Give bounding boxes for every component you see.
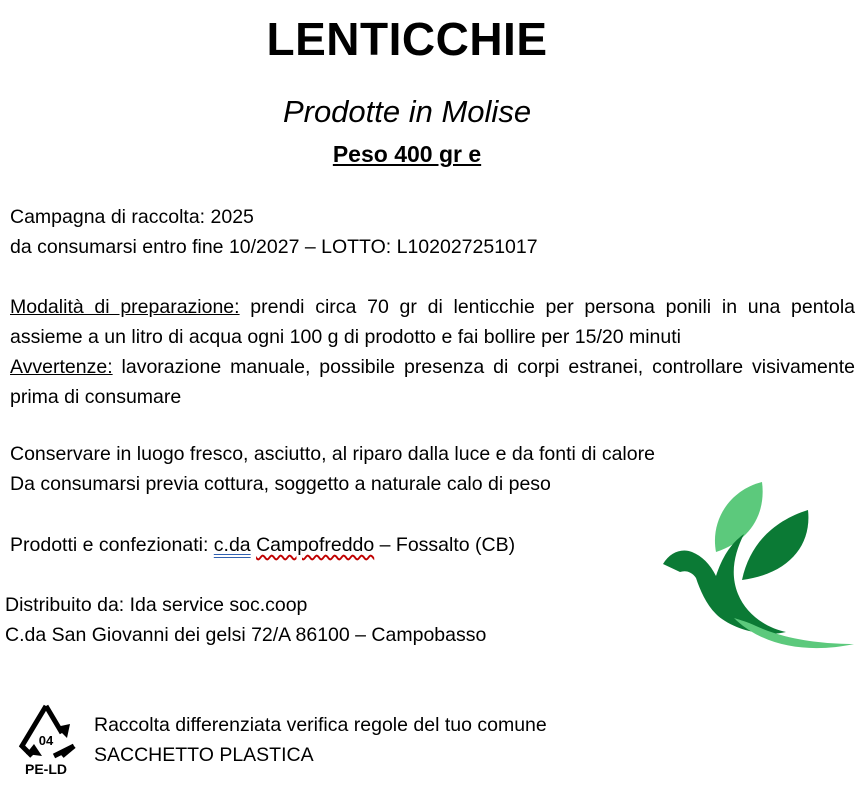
distributor-name: Distribuito da: Ida service soc.coop bbox=[5, 594, 308, 616]
weight-text: Peso 400 gr e bbox=[332, 141, 482, 167]
recycling-triangle-icon bbox=[12, 702, 80, 778]
storage-instructions: Conservare in luogo fresco, asciutto, al riparo dalla luce e da fonti di calore bbox=[10, 443, 655, 465]
weight-line bbox=[0, 141, 814, 168]
producer-cda: c.da bbox=[213, 534, 251, 556]
preparation-text: prendi circa 70 gr di lenticchie per persona ponili in una pentola assieme a un litro di acqua ogni 100 g di prodotto e fai bollire per 15/20 minuti bbox=[10, 296, 855, 348]
distributor-address: C.da San Giovanni dei gelsi 72/A 86100 – Campobasso bbox=[5, 624, 487, 646]
product-title: LENTICCHIE bbox=[266, 13, 548, 65]
preparation-paragraph bbox=[10, 292, 855, 352]
cooking-note: Da consumarsi previa cottura, soggetto a naturale calo di peso bbox=[10, 473, 551, 495]
warnings-paragraph bbox=[10, 352, 855, 412]
warnings-text: lavorazione manuale, possibile presenza di corpi estranei, controllare visivamente prima di consumare bbox=[10, 356, 855, 408]
warnings-label: Avvertenze: bbox=[10, 356, 113, 378]
harvest-campaign: Campagna di raccolta: 2025 bbox=[10, 206, 254, 228]
packaging-type: SACCHETTO PLASTICA bbox=[94, 744, 314, 766]
recycling-instructions: Raccolta differenziata verifica regole del tuo comune bbox=[94, 714, 547, 736]
recycle-number: 04 bbox=[38, 733, 54, 748]
recycle-code: PE-LD bbox=[25, 761, 67, 777]
producer-prefix: Prodotti e confezionati: bbox=[10, 534, 214, 556]
expiry-lot: da consumarsi entro fine 10/2027 – LOTTO: L102027251017 bbox=[10, 236, 538, 258]
producer-suffix: – Fossalto (CB) bbox=[374, 534, 516, 556]
preparation-label: Modalità di preparazione: bbox=[10, 296, 240, 318]
dove-leaf-logo-icon bbox=[658, 478, 858, 658]
producer-place: Campofreddo bbox=[256, 534, 375, 556]
producer-line bbox=[10, 534, 515, 557]
origin-subtitle: Prodotte in Molise bbox=[282, 94, 532, 129]
